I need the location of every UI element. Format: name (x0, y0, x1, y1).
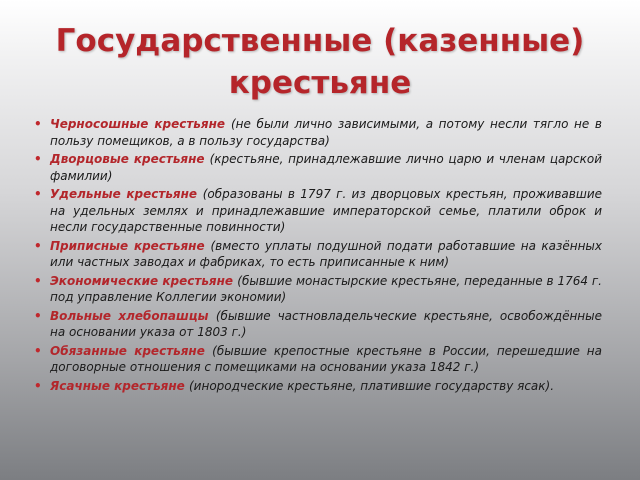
item-description: (крестьяне, принадлежавшие лично царю и членам царской фамилии) (50, 152, 602, 183)
bullet-icon: • (34, 117, 42, 131)
list-item-pripisnye (32, 238, 602, 271)
item-term: Приписные крестьяне (50, 238, 211, 253)
list-item-ekonomicheskie (32, 273, 602, 306)
list-item-chernososhnye (32, 116, 602, 149)
item-term: Вольные хлебопашцы (50, 308, 216, 323)
list-item-volnye-khlebopashtsy (32, 308, 602, 341)
item-description: (не были лично зависимыми, а потому несли тягло не в пользу помещиков, а в пользу государства) (50, 117, 602, 148)
item-term: Экономические крестьяне (50, 273, 238, 288)
bullet-icon: • (34, 152, 42, 166)
item-term: Дворцовые крестьяне (50, 152, 210, 166)
slide-title (0, 20, 640, 104)
bullet-icon: • (34, 378, 42, 393)
peasant-types-list (32, 116, 602, 396)
list-item-dvortsovye (32, 151, 602, 184)
list-item-udelnye (32, 186, 602, 236)
bullet-icon: • (34, 343, 42, 358)
list-item-yasachnye (32, 378, 602, 395)
title-line-1: Государственные (казенные) (55, 23, 585, 59)
item-description: (вместо уплаты подушной подати работавшие на казённых или частных заводах и фабриках, то есть приписанные к ним) (50, 238, 603, 269)
bullet-icon: • (34, 187, 42, 201)
item-term: Ясачные крестьяне (50, 378, 189, 393)
bullet-icon: • (34, 273, 42, 288)
bullet-icon: • (34, 238, 42, 253)
item-description: (бывшие монастырские крестьяне, переданные в 1764 г. под управление Коллегии экономии) (50, 273, 602, 304)
item-description: (инородческие крестьяне, платившие государству ясак). (189, 378, 555, 393)
item-term: Черносошные крестьяне (50, 117, 231, 131)
item-description: (бывшие частновладельческие крестьяне, освобождённые на основании указа от 1803 г.) (50, 308, 603, 339)
bullet-icon: • (34, 308, 42, 323)
item-term: Обязанные крестьяне (50, 343, 213, 358)
title-line-2: крестьяне (228, 65, 412, 101)
item-term: Удельные крестьяне (50, 187, 203, 201)
list-item-obyazannye (32, 343, 602, 376)
item-description: (образованы в 1797 г. из дворцовых крестьян, проживавшие на удельных землях и принадлежавшие императорской семье, платили оброк и несли государственные повинности) (50, 187, 602, 234)
item-description: (бывшие крепостные крестьяне в России, перешедшие на договорные отношения с помещиками на основании указа 1842 г.) (50, 343, 602, 374)
